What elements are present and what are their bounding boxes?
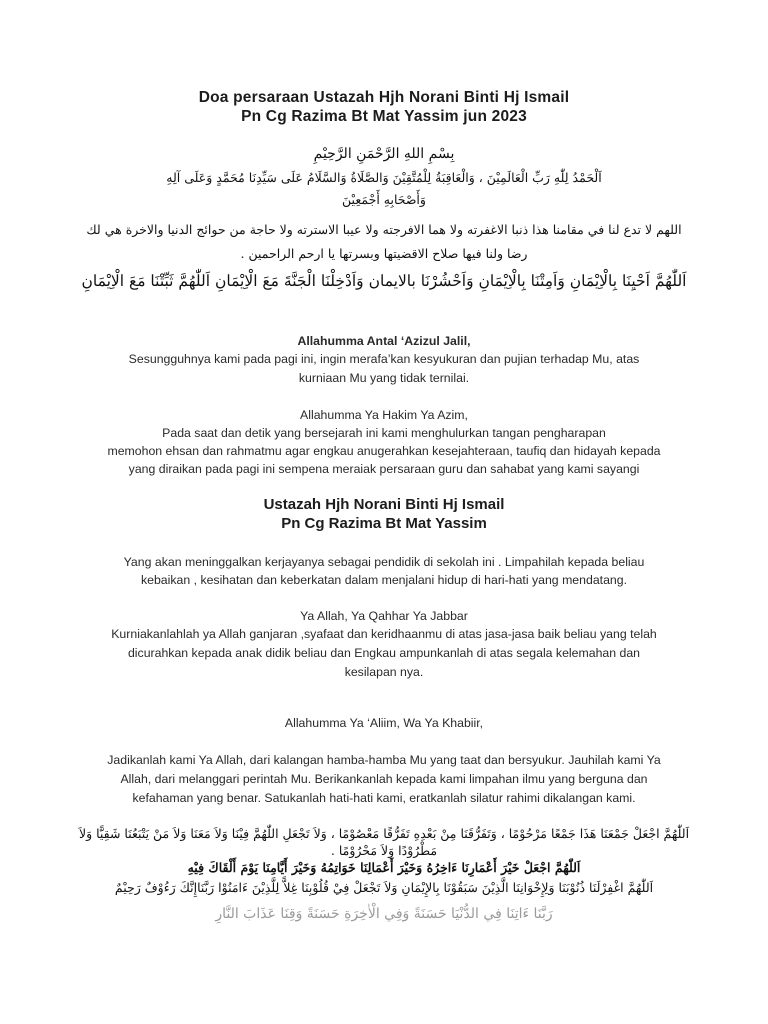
honoree-name-line1: Ustazah Hjh Norani Binti Hj Ismail [263,496,505,513]
section4-line3: kesilapan nya. [344,665,424,679]
arabic-dua-line1: اللهم لا تدع لنا في مقامنا هذا ذنبا الاغفرته ولا هما الافرجته ولا عيبا الاسترته ولا حاجة من حوائج الدنيا والاخرة هي لك [86,222,682,237]
section2-line1: Pada saat dan detik yang bersejarah ini kami menghulurkan tangan pengharapan [162,426,606,440]
arabic-closing-line4: اَللّٰهُمَّ اغْفِرْلَنَا ذُنُوْبَنَا وَلِإِخْوَانِنَا الَّذِيْنَ سَبَقُوْنَا بِالإِيْمَانِ وَلاَ تَجْعَلْ فِيْ قُلُوْبِنَا غِلاًّ لِلَّذِيْنَ ءَامَنُوْا رَبَّنَاإِنَّكَ رَءُوْفٌ رَحِيْمٌ [114,880,654,895]
honoree-name-line2: Pn Cg Razima Bt Mat Yassim [281,515,487,532]
section1-heading: Allahumma Antal ‘Azizul Jalil, [297,334,471,348]
section4-line1: Kurniakanlahlah ya Allah ganjaran ,syafaat dan keridhaanmu di atas jasa-jasa baik beliau yang telah [111,627,657,641]
section1-line2: kurniaan Mu yang tidak ternilai. [298,371,470,385]
section5-line2: Allah, dari melanggari perintah Mu. Berikankanlah kepada kami limpahan ilmu yang berguna dan [120,772,648,786]
section5-heading: Allahumma Ya ‘Aliim, Wa Ya Khabiir, [284,716,484,730]
section5-line3: kefahaman yang benar. Satukanlah hati-hati kami, eratkanlah silatur rahimi dikalangan kami. [132,791,636,805]
arabic-dua-line2: رضا ولنا فيها صلاح الاقضيتها وبسرتها يا ارحم الراحمين . [240,246,528,261]
section4-heading: Ya Allah, Ya Qahhar Ya Jabbar [300,609,468,623]
section3-line2: kebaikan , kesihatan dan keberkatan dalam menjalani hidup di hari-hati yang mendatang. [140,573,628,587]
page-title-line1: Doa persaraan Ustazah Hjh Norani Binti Hj Ismail [198,89,570,106]
arabic-basmalah: بِسْمِ اللهِ الرَّحْمَنِ الرَّحِيْمِ [313,146,455,162]
arabic-closing-line3: اَللّٰهُمَّ اجْعَلْ خَيْرَ أَعْمَارِنَا ءَاخِرُهُ وَخَيْرَ أَعْمَالِنَا خَوَاتِمُهُ وَخَيْرَ أَيَّامِنَا يَوْمَ أَلْقَاكَ فِيْهِ [187,860,581,875]
section2-line2: memohon ehsan dan rahmatmu agar engkau anugerahkan kesejahteraan, taufiq dan hidayah kepada [107,444,661,458]
section4-line2: dicurahkan kepada anak didik beliau dan Engkau ampunkanlah di atas segala kelemahan dan [127,646,641,660]
section3-line1: Yang akan meninggalkan kerjayanya sebagai pendidik di sekolah ini . Limpahilah kepada beliau [123,555,645,569]
section2-heading: Allahumma Ya Hakim Ya Azim, [300,408,468,422]
section5-line1: Jadikanlah kami Ya Allah, dari kalangan hamba-hamba Mu yang taat dan bersyukur. Jauhilah kami Ya [107,753,661,767]
section2-line3: yang diraikan pada pagi ini sempena meraiak persaraan guru dan sahabat yang kami sayangi [128,462,640,476]
arabic-closing-line2: مَطْرُوْدًا وَلاَ مَحْرُوْمًا . [330,843,438,858]
page-title-line2: Pn Cg Razima Bt Mat Yassim jun 2023 [241,108,527,125]
section1-line1: Sesungguhnya kami pada pagi ini, ingin merafa’kan kesyukuran dan pujian terhadap Mu, atas [128,352,640,366]
arabic-hamdalah-line2: وَأَصْحَابِهِ أَجْمَعِيْنَ [342,192,426,207]
arabic-closing-line1: اَللّٰهُمَّ اجْعَلْ جَمْعَنَا هَذَا جَمْعًا مَرْحُوْمًا ، وَتَفَرُّقَنَا مِنْ بَعْدِهِ تَفَرُّقًا مَعْصُوْمًا ، وَلاَ تَجْعَلِ اللّٰهُمَّ فِيْنَا وَلاَ مَعَنَا وَلاَ مَنْ يَتْبَعُنَا شَقِيًّا وَلاَ [78,826,690,841]
arabic-iman-line: اَللّٰهُمَّ اَحْيِنَا بِالْاِيْمَانِ وَاَمِتْنَا بِالْاِيْمَانِ وَاَحْشُرْنَا بالايمان وَاَدْخِلْنَا الْجَنَّةَ مَعَ الْاِيْمَانِ اَللّٰهُمَّ ثَبِّتْنَا مَعَ الْاِيْمَانِ [81,272,687,290]
arabic-closing-line5: رَبَّنَا ءَاتِنَا فِي الدُّنْيَا حَسَنَةً وَفِي الْاٰخِرَةِ حَسَنَةً وَقِنَا عَذَابَ النَّارِ [215,906,553,922]
arabic-hamdalah-line1: اَلْحَمْدُ لِلّٰهِ رَبِّ الْعَالَمِيْنَ ، وَالْعَاقِبَةُ لِلْمُتَّقِيْنَ وَالصَّلَاةُ وَالسَّلَامُ عَلَى سَيِّدِنَا مُحَمَّدٍ وَعَلَى آلِهِ [166,170,602,185]
